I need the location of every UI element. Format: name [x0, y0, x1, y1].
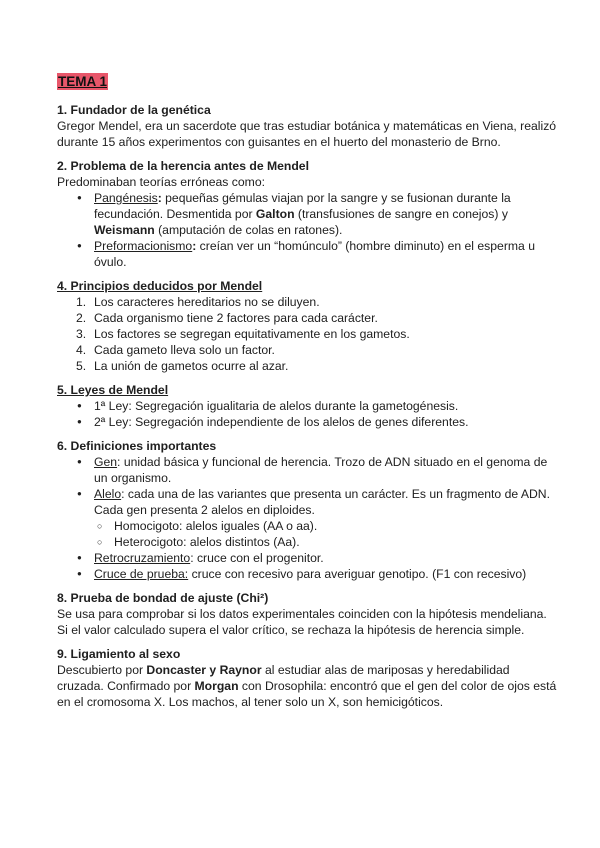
term: Gen — [94, 455, 118, 469]
document-page — [57, 73, 557, 718]
section-leyes — [57, 382, 557, 430]
term: Retrocruzamiento — [94, 551, 191, 565]
section-intro: Predominaban teorías erróneas como: — [57, 175, 265, 189]
bold-name: Galton — [255, 207, 295, 221]
list-item — [57, 486, 557, 518]
principles-list — [57, 294, 557, 374]
bold-name: Weismann — [94, 223, 155, 237]
section-problema-herencia — [57, 158, 557, 270]
item-number: 3. — [76, 327, 87, 341]
item-text: : cruce con el progenitor. — [190, 551, 324, 565]
section-heading: 4. Principios deducidos por Mendel — [57, 279, 263, 293]
sub-list-item: ○ Heterocigoto: alelos distintos (Aa). — [57, 534, 557, 550]
text-span: al estudiar alas de mariposas y heredabilidad cruzada. Confirmado por — [57, 663, 510, 693]
list-item — [57, 310, 557, 326]
item-text: creían ver un “homúnculo” (hombre diminuto) en el esperma u óvulo. — [94, 239, 535, 269]
section-fundador — [57, 102, 557, 150]
document-title: TEMA 1 — [58, 74, 108, 89]
list-item — [57, 326, 557, 342]
section-heading: 6. Definiciones importantes — [57, 439, 217, 453]
section-text — [57, 662, 557, 710]
theories-list — [57, 190, 557, 270]
section-chi-cuadrado — [57, 590, 557, 638]
term-colon: : — [192, 239, 197, 253]
item-text: cruce con recesivo para averiguar genotipo. (F1 con recesivo) — [188, 567, 527, 581]
term: Pangénesis — [94, 191, 158, 205]
list-item — [57, 190, 557, 238]
item-text: (transfusiones de sangre en conejos) y — [294, 207, 508, 221]
section-heading: 1. Fundador de la genética — [57, 103, 211, 117]
item-text: Cada gameto lleva solo un factor. — [94, 343, 275, 357]
laws-list — [57, 398, 557, 430]
section-heading: 2. Problema de la herencia antes de Mendel — [57, 159, 309, 173]
section-heading: 9. Ligamiento al sexo — [57, 647, 181, 661]
list-item: ● 1ª Ley: Segregación igualitaria de alelos durante la gametogénesis. — [57, 398, 557, 414]
item-text: La unión de gametos ocurre al azar. — [94, 359, 289, 373]
list-item — [57, 454, 557, 486]
section-heading: 8. Prueba de bondad de ajuste (Chi²) — [57, 591, 269, 605]
section-heading: 5. Leyes de Mendel — [57, 383, 169, 397]
item-text: Cada organismo tiene 2 factores para cada carácter. — [94, 311, 378, 325]
list-item — [57, 358, 557, 374]
list-item — [57, 342, 557, 358]
item-text: pequeñas gémulas viajan por la sangre y se fusionan durante la fecundación. Desmentida por — [94, 191, 511, 221]
section-definiciones — [57, 438, 557, 582]
item-number: 4. — [76, 343, 87, 357]
list-item — [57, 566, 557, 582]
item-text: : unidad básica y funcional de herencia. Trozo de ADN situado en el genoma de un organismo. — [94, 455, 548, 485]
term: Preformacionismo — [94, 239, 193, 253]
list-item — [57, 294, 557, 310]
list-item: ● 2ª Ley: Segregación independiente de los alelos de genes diferentes. — [57, 414, 557, 430]
item-number: 1. — [76, 295, 87, 309]
text-span: Descubierto por — [57, 663, 147, 677]
item-text: Los caracteres hereditarios no se diluyen. — [94, 295, 320, 309]
list-item — [57, 550, 557, 566]
item-text: Los factores se segregan equitativamente en los gametos. — [94, 327, 410, 341]
sub-list-item: ○ Homocigoto: alelos iguales (AA o aa). — [57, 518, 557, 534]
text-span: con Drosophila: encontró que el gen del color de ojos está en el cromosoma X. Los machos, al tener solo un X, son hemicigóticos. — [57, 679, 557, 709]
section-ligamiento — [57, 646, 557, 710]
term: Alelo — [94, 487, 122, 501]
item-number: 5. — [76, 359, 87, 373]
item-text: : cada una de las variantes que presenta un carácter. Es un fragmento de ADN. Cada gen presenta 2 alelos en diploides. — [94, 487, 550, 517]
term-colon: : — [157, 191, 162, 205]
section-text: Gregor Mendel, era un sacerdote que tras estudiar botánica y matemáticas en Viena, realizó durante 15 años experimentos con guisantes en el huerto del monasterio de Brno. — [57, 119, 557, 149]
bold-name: Doncaster y Raynor — [146, 663, 262, 677]
item-text: (amputación de colas en ratones). — [154, 223, 343, 237]
item-number: 2. — [76, 311, 87, 325]
definitions-list — [57, 454, 557, 582]
section-principios — [57, 278, 557, 374]
bold-name: Morgan — [194, 679, 239, 693]
term: Cruce de prueba: — [94, 567, 189, 581]
list-item — [57, 238, 557, 270]
section-text: Se usa para comprobar si los datos experimentales coinciden con la hipótesis mendeliana. Si el valor calculado supera el valor crítico, se rechaza la hipótesis de herencia simple. — [57, 607, 547, 637]
